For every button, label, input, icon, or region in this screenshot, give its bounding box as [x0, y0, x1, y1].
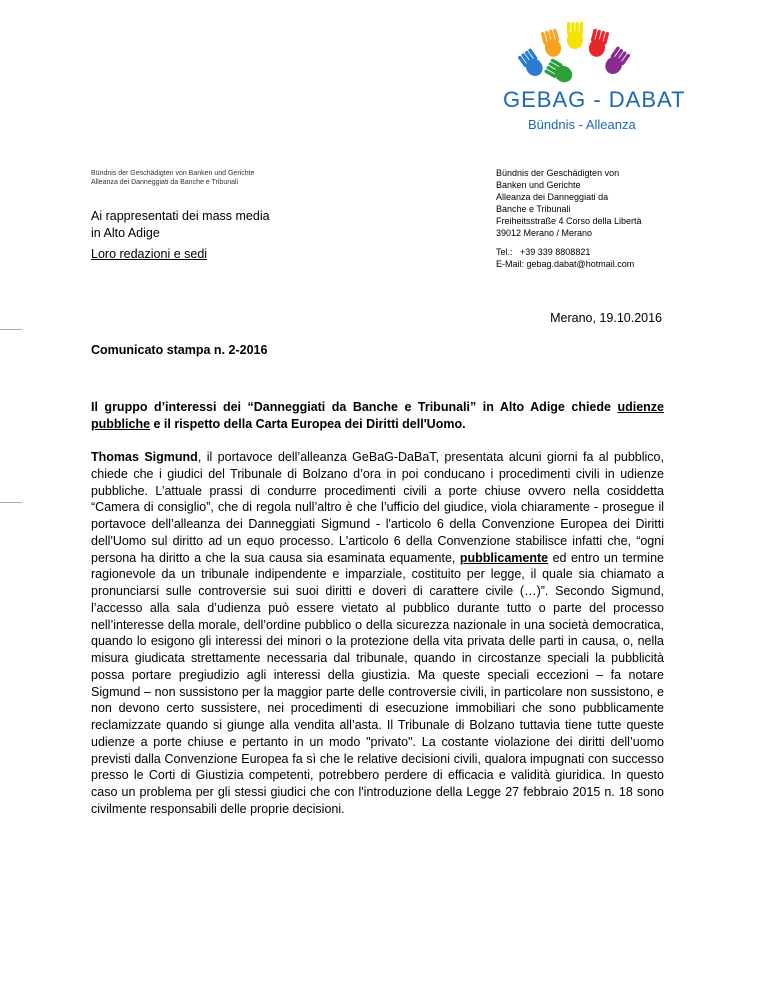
headline: [91, 399, 664, 433]
sender-line: Alleanza dei Danneggiati da: [496, 192, 609, 202]
headline-text: e il rispetto della Carta Europea dei Diritti dell'Uomo.: [150, 417, 466, 431]
document-date: Merano, 19.10.2016: [550, 311, 662, 325]
recipient-block: [91, 208, 270, 242]
body-text: , il portavoce dell’alleanza GeBaG-DaBaT, presentata alcuni giorni fa al pubblico, chiede che i giudici del Tribunale di Bolzano d’ora in poi conducano i procedimenti civili in udienze pubbliche. L’attuale prassi di condurre procedimenti civili a porte chiuse ovvero nella cosiddetta “Camera di consiglio”, che di regola null’altro è che l’ufficio del giudice, viola chiaramente - prosegue il portavoce dell’alleanza dei Danneggiati Sigmund - l'articolo 6 della Convenzione Europea dei Diritti dell'Uomo sul diritto ad un equo processo. L'articolo 6 della Convenzione stabilisce infatti che, “ogni persona ha diritto a che la sua causa sia esaminata equamente,: [91, 450, 664, 565]
margin-fold-mark: [0, 329, 22, 330]
logo-subtitle: Bündnis - Alleanza: [528, 117, 636, 132]
headline-text: Il gruppo d’interessi dei “Danneggiati da Banche e Tribunali” in Alto Adige chiede: [91, 400, 618, 414]
small-header: [91, 169, 254, 187]
sender-line: 39012 Merano / Merano: [496, 228, 593, 238]
sender-line: Bündnis der Geschädigten von: [496, 168, 620, 178]
hands-logo-icon: [490, 20, 660, 92]
recipient-redazioni: Loro redazioni e sedi: [91, 247, 208, 261]
sender-line: Banche e Tribunali: [496, 204, 571, 214]
body-emphasis: pubblicamente: [459, 550, 549, 565]
hand-shape: [541, 28, 563, 58]
body-paragraph: [91, 449, 664, 818]
hand-shape: [544, 58, 575, 85]
recipient-line: Ai rappresentati dei mass media: [91, 209, 270, 223]
hand-shape: [587, 28, 609, 58]
sender-address: [496, 167, 642, 239]
body-text: ed entro un termine ragionevole da un tribunale indipendente e imparziale, costituito per legge, il quale sia chiamato a pronunciarsi sulle controversie sui suoi diritti e doveri di carattere civile (…)”. Secondo Sigmund, l’accesso alla sala d’udienza può essere vietato al pubblico durante tutto o parte del processo nell’interesse della morale, dell’ordine pubblico o della sicurezza nazionale in una società democratica, quando lo esigono gli interessi dei minori o la protezione della vita privata delle parti in causa, o, nella misura giudicata strettamente necessaria dal tribunale, quando in circostanze speciali la pubblicità possa portare pregiudizio agli interessi della giustizia. Ma queste speciali eccezioni – fa notare Sigmund – non sussistono per la maggior parte delle controversie civili, in particolare non sussistono, e non devono certo sussistere, nei procedimenti di esecuzione immobiliari che sono pubblicamente reclamizzate quando si giunge alla vendita all’asta. Il Tribunale di Bolzano tuttavia tiene tutte queste udienze a porte chiuse e pertanto in un modo "privato". La costante violazione dei diritti dell’uomo previsti dalla Convenzione Europea fa sì che le relative decisioni civili, qualora impugnati con successo presso le Corti di Giustizia competenti, potrebbero perdere di efficacia e validità giuridica. In questo caso un problema per gli stessi giudici che con l'introduzione della Legge 27 febbraio 2015 n. 18 sono civilmente responsabili delle proprie decisioni.: [91, 550, 664, 816]
sender-email: E-Mail: gebag.dabat@hotmail.com: [496, 259, 635, 269]
sender-tel: Tel.: +39 339 8808821: [496, 247, 591, 257]
hand-shape: [517, 48, 546, 79]
sender-line: Banken und Gerichte: [496, 180, 581, 190]
headline-underlined: udienze pubbliche: [91, 400, 664, 431]
sender-contact: [496, 246, 634, 270]
logo-title: GEBAG - DABAT: [503, 87, 686, 112]
communique-number: Comunicato stampa n. 2-2016: [91, 343, 268, 357]
hand-shape: [567, 22, 583, 49]
sender-line: Freiheitsstraße 4 Corso della Libertà: [496, 216, 642, 226]
small-header-line: Bündnis der Geschädigten von Banken und Gerichte: [91, 170, 255, 177]
recipient-line: in Alto Adige: [91, 226, 160, 240]
body-name: Thomas Sigmund: [91, 450, 198, 464]
small-header-line: Alleanza dei Danneggiati da Banche e Tribunali: [91, 179, 239, 186]
margin-fold-mark: [0, 502, 22, 503]
hand-shape: [602, 46, 631, 77]
